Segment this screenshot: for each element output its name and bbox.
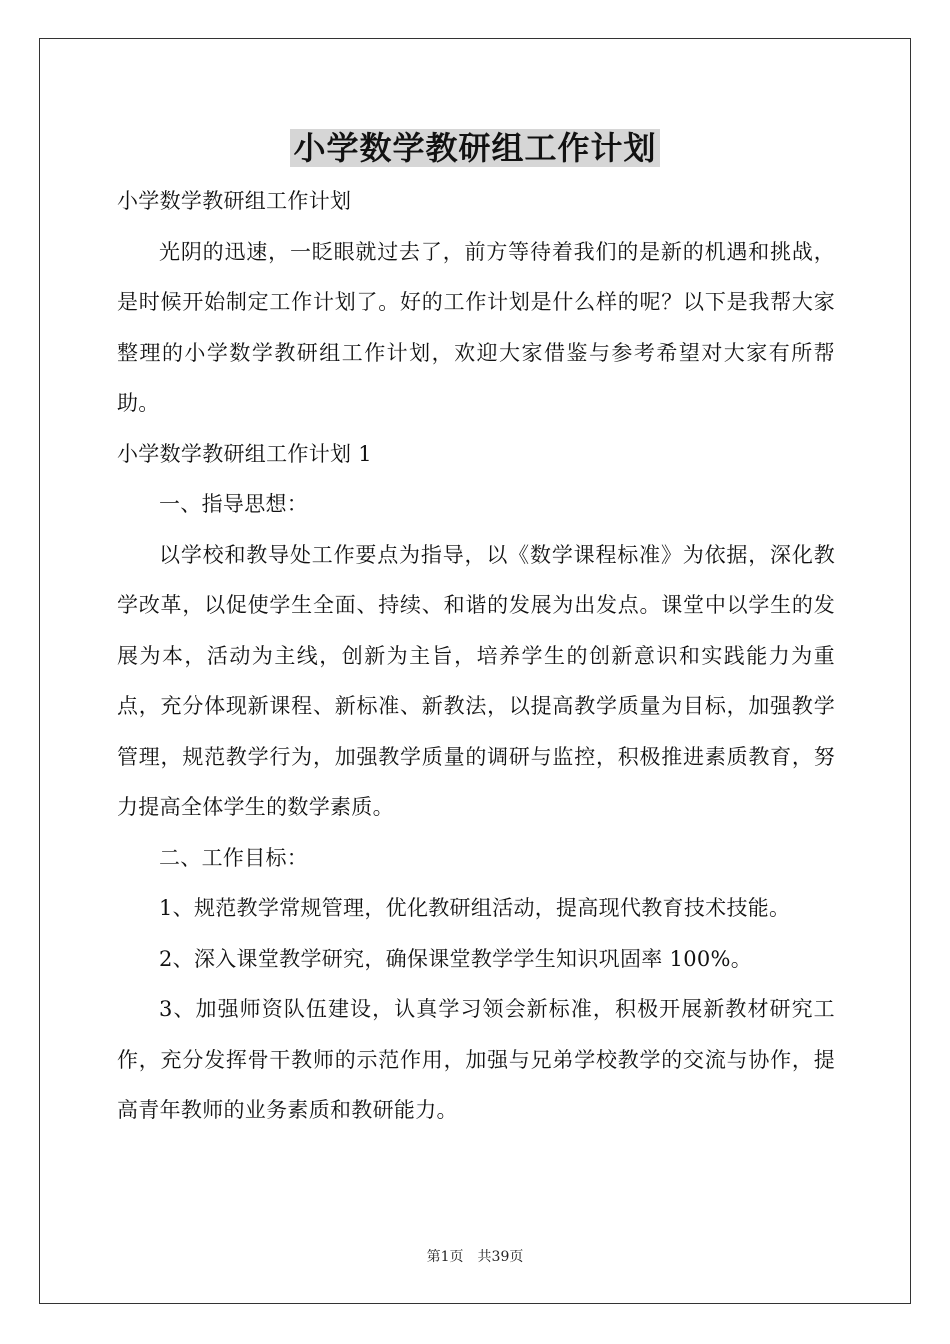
document-title-text: 小学数学教研组工作计划	[290, 129, 659, 167]
total-pages: 共39页	[477, 1249, 524, 1265]
document-subtitle: 小学数学教研组工作计划	[117, 189, 352, 213]
section-heading: 小学数学教研组工作计划 1	[117, 441, 372, 466]
goal-item-3: 3、加强师资队伍建设，认真学习领会新标准，积极开展新教材研究工作，充分发挥骨干教师的示范作用，加强与兄弟学校教学的交流与协作，提高青年教师的业务素质和教研能力。	[117, 997, 835, 1122]
document-body	[117, 176, 835, 1136]
heading-work-goals: 二、工作目标：	[159, 845, 309, 870]
page-footer	[0, 1248, 950, 1266]
intro-paragraph: 光阴的迅速，一眨眼就过去了，前方等待着我们的是新的机遇和挑战，是时候开始制定工作计划了。好的工作计划是什么样的呢？以下是我帮大家整理的小学数学教研组工作计划，欢迎大家借鉴与参考希望对大家有所帮助。	[117, 239, 835, 415]
goal-item-1: 1、规范教学常规管理，优化教研组活动，提高现代教育技术技能。	[159, 896, 791, 920]
heading-guiding-ideas: 一、指导思想：	[159, 492, 309, 516]
document-title	[0, 126, 950, 170]
guiding-ideas-paragraph: 以学校和教导处工作要点为指导，以《数学课程标准》为依据，深化教学改革，以促使学生全面、持续、和谐的发展为出发点。课堂中以学生的发展为本，活动为主线，创新为主旨，培养学生的创新意识和实践能力为重点，充分体现新课程、新标准、新教法，以提高教学质量为目标，加强教学管理，规范教学行为，加强教学质量的调研与监控，积极推进素质教育，努力提高全体学生的数学素质。	[117, 542, 835, 819]
page-number: 第1页	[426, 1249, 464, 1265]
goal-item-2: 2、深入课堂教学研究，确保课堂教学学生知识巩固率 100%。	[159, 946, 753, 971]
